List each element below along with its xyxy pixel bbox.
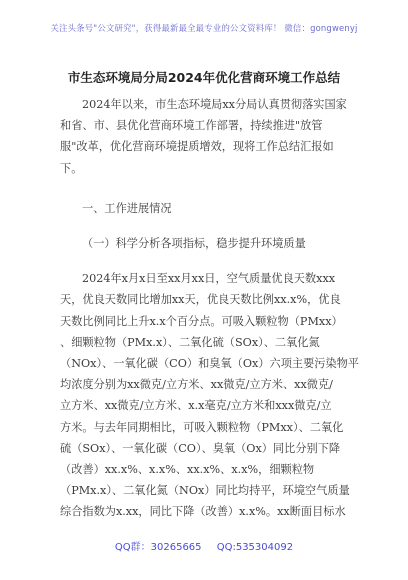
body-line: 均浓度分别为xx微克/立方米、xx微克/立方米、xx微克/: [60, 378, 333, 392]
body-line: 硫（SOx）、一氧化碳（CO）、臭氧（Ox）同比分别下降: [60, 441, 341, 455]
footer-qq-group: QQ群：30265665: [114, 542, 202, 553]
footer-contact: [0, 538, 408, 553]
intro-line: 2024年以来，市生态环境局xx分局认真贯彻落实国家: [82, 98, 347, 111]
footer-qq: QQ:535304092: [216, 542, 294, 553]
header-banner: 关注头条号"公文研究"，获得最新最全最专业的公文资料库！ 微信：gongwenyj: [50, 23, 358, 33]
body-line: （改善）xx.x%、x.x%、xx.x%、x.x%，细颗粒物: [60, 463, 315, 477]
document-title: 市生态环境局分局2024年优化营商环境工作总结: [67, 70, 341, 85]
body-line: 综合指数为x.xx，同比下降（改善）x.x%。xx断面目标水: [60, 505, 346, 519]
intro-line: 服"改革，优化营商环境提质增效，现将工作总结汇报如: [60, 140, 334, 154]
intro-line: 和省、市、县优化营商环境工作部署，持续推进"放管: [60, 119, 323, 133]
section-heading: 一、工作进展情况: [82, 201, 172, 215]
body-line: （PMx.x）、二氧化氮（NOx）同比均持平，环境空气质量: [60, 484, 350, 498]
body-line: 2024年x月x日至xx月xx日，空气质量优良天数xxx: [82, 272, 336, 286]
body-line: 立方米、xx微克/立方米、x.x毫克/立方米和xxx微克/立: [60, 399, 332, 413]
intro-line: 下。: [60, 161, 83, 175]
body-line: 天，优良天数同比增加xx天，优良天数比例xx.x%，优良: [60, 293, 341, 307]
subsection-heading: （一）科学分析各项指标，稳步提升环境质量: [82, 237, 306, 251]
body-line: 方米。与去年同期相比，可吸入颗粒物（PMxx）、二氧化: [60, 420, 344, 434]
body-line: （NOx）、一氧化碳（CO）和臭氧（Ox）六项主要污染物平: [60, 357, 360, 371]
body-line: 天数比例同比上升x.x个百分点。可吸入颗粒物（PMxx）: [60, 314, 343, 328]
body-line: 、细颗粒物（PMx.x）、二氧化硫（SOx）、二氧化氮: [60, 335, 320, 349]
document-body: [60, 94, 364, 523]
